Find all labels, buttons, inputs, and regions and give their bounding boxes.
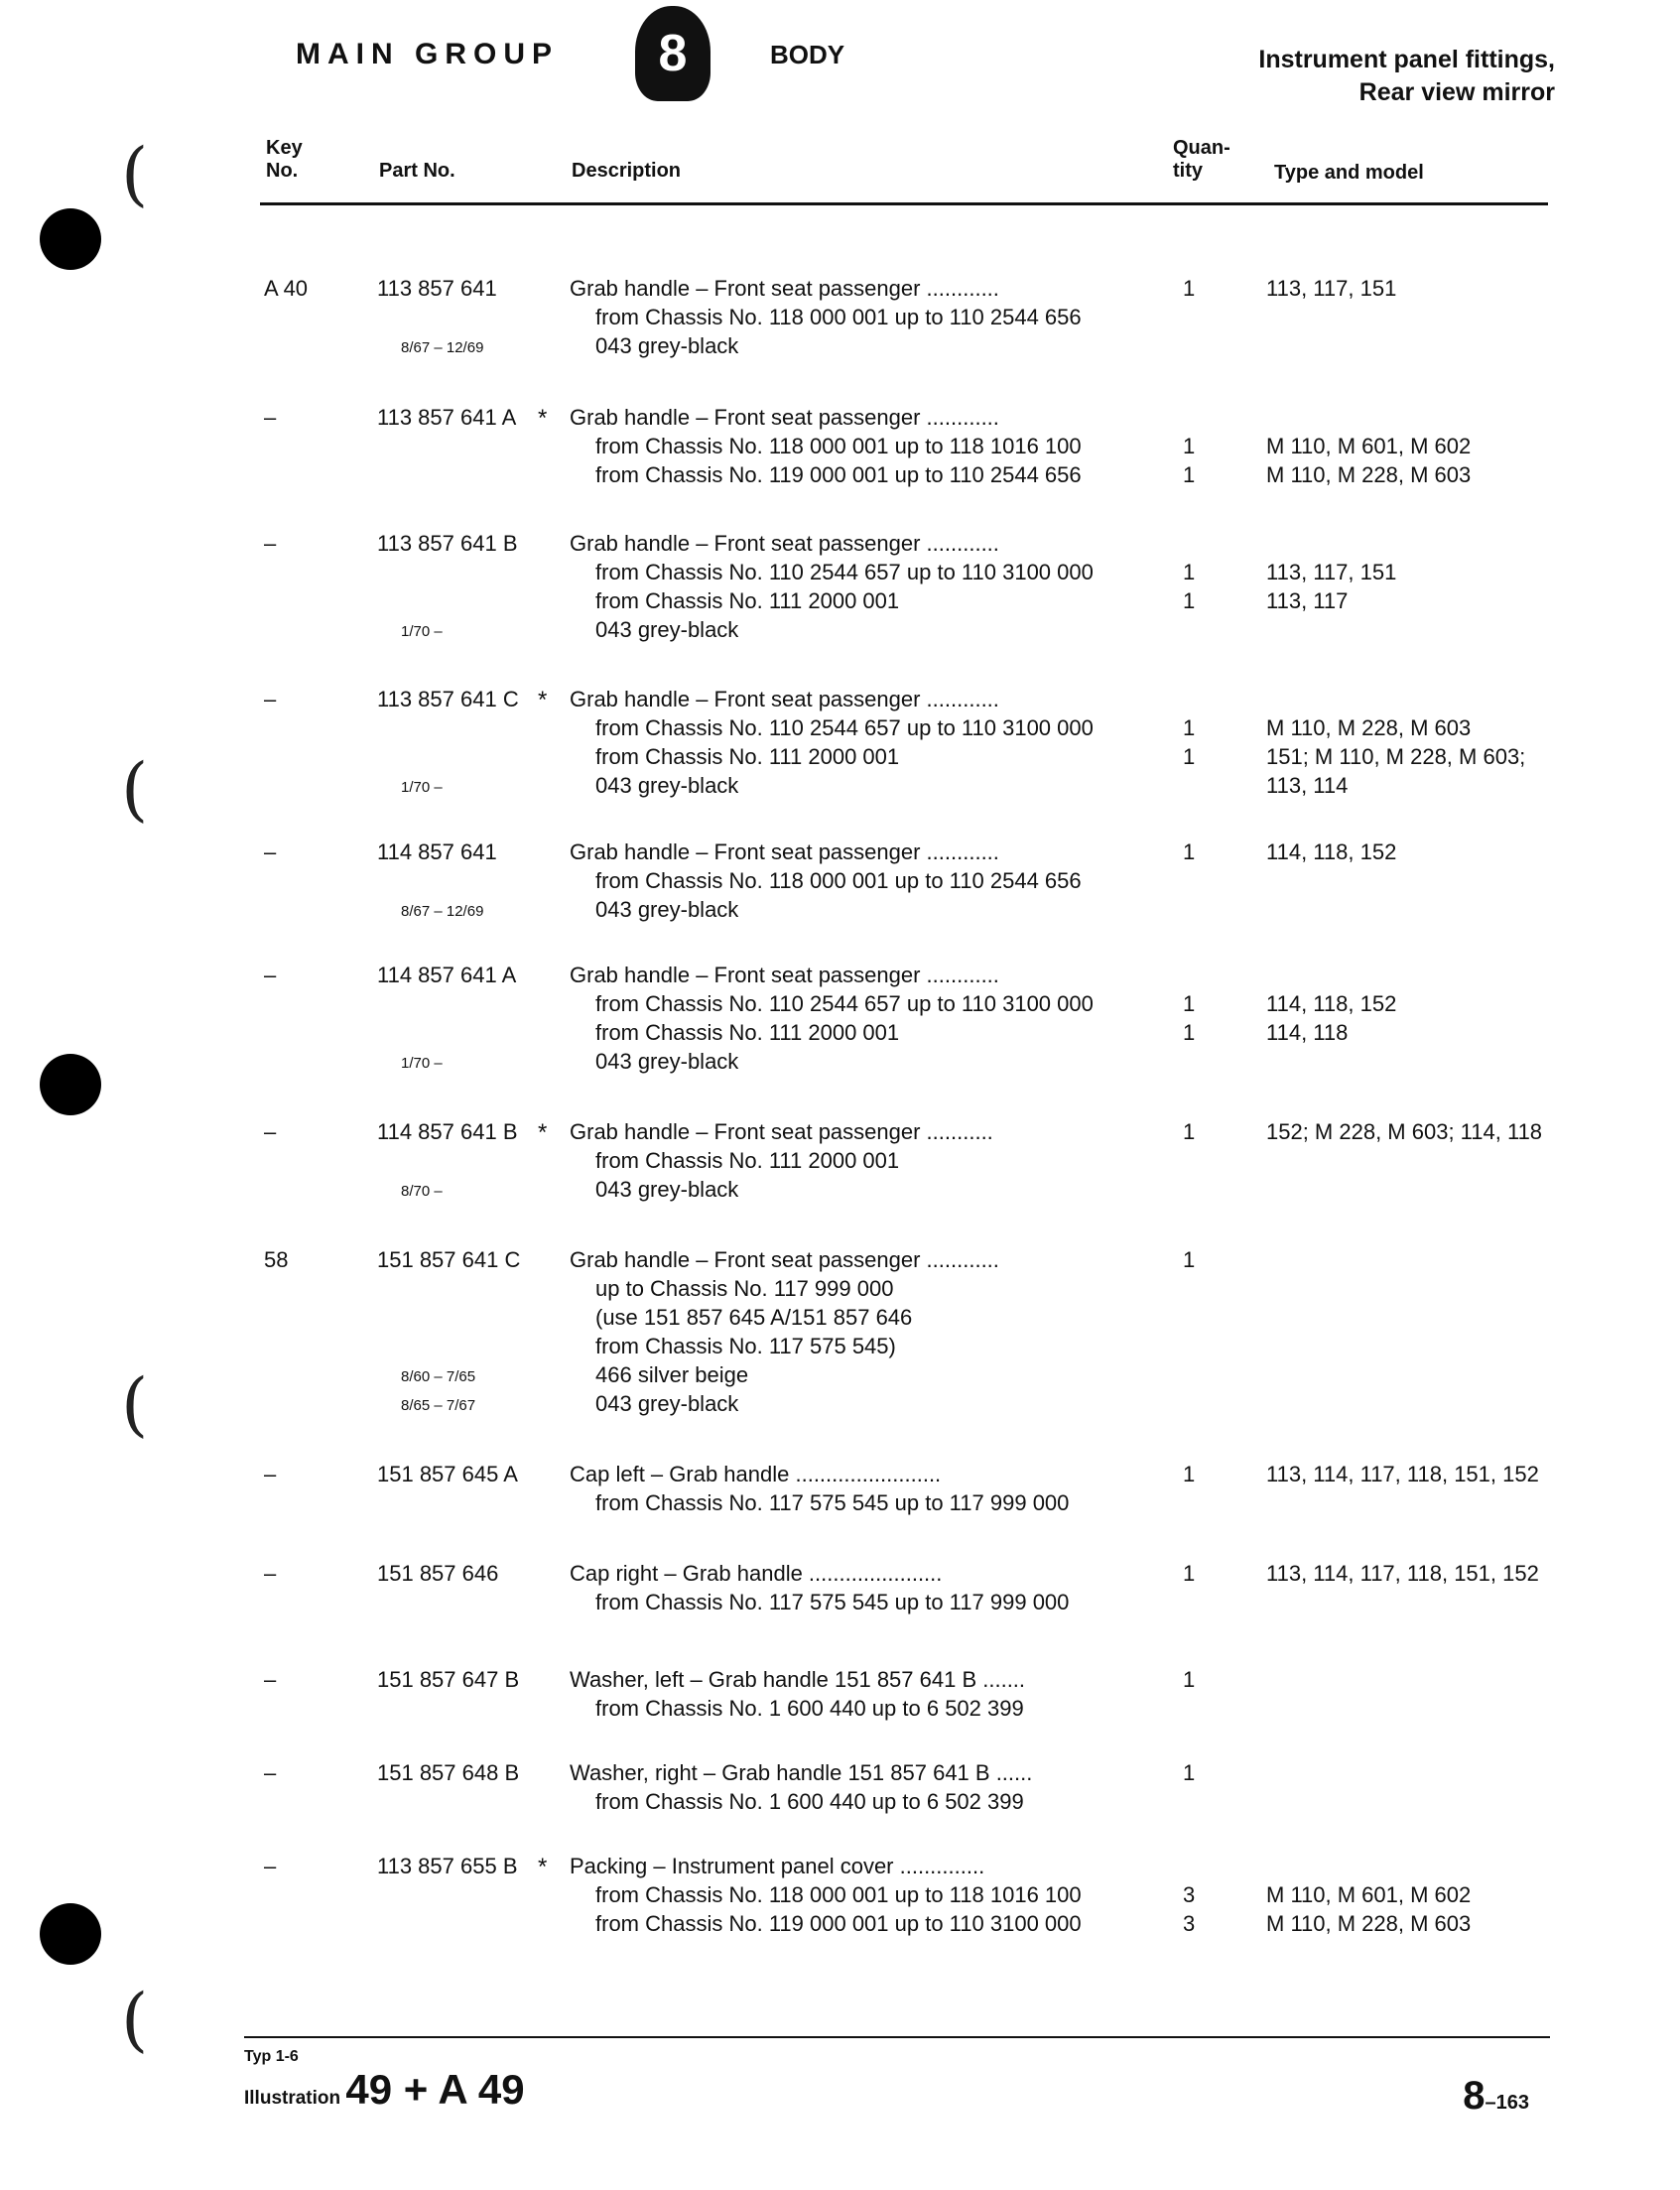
part-sub-line xyxy=(0,1882,1680,1911)
sub-description: from Chassis No. 110 2544 657 up to 110 3100 000 xyxy=(595,715,1094,740)
sub-description: from Chassis No. 118 000 001 up to 118 1016 100 xyxy=(595,434,1082,458)
part-sub-line xyxy=(0,744,1680,773)
part-sub-line xyxy=(0,305,1680,333)
part-sub-line xyxy=(0,1305,1680,1334)
part-main-line xyxy=(0,531,1680,560)
type-range: Typ 1-6 xyxy=(244,2048,299,2065)
sub-description: 043 grey-black xyxy=(595,333,739,358)
punch-hole-1 xyxy=(40,208,101,270)
part-sub-line xyxy=(0,1148,1680,1177)
part-main-line xyxy=(0,1561,1680,1590)
part-number: 113 857 641 B xyxy=(377,531,518,556)
type-model: 151; M 110, M 228, M 603; xyxy=(1266,744,1526,769)
quantity: 1 xyxy=(1183,560,1196,584)
part-number: 151 857 646 xyxy=(377,1561,499,1586)
binding-mark-1: ( xyxy=(121,133,149,214)
production-date: 8/67 – 12/69 xyxy=(401,903,484,920)
sub-description: from Chassis No. 111 2000 001 xyxy=(595,1148,900,1173)
sub-description: from Chassis No. 117 575 545) xyxy=(595,1334,896,1358)
quantity: 1 xyxy=(1183,1247,1196,1272)
part-sub-line xyxy=(0,1362,1680,1391)
part-description: Washer, right – Grab handle 151 857 641 B ...... xyxy=(570,1760,1033,1785)
sub-description: 043 grey-black xyxy=(595,617,739,642)
type-model: 114, 118 xyxy=(1266,1020,1349,1045)
part-main-line xyxy=(0,1667,1680,1696)
part-description: Grab handle – Front seat passenger ............ xyxy=(570,1247,999,1272)
part-sub-line xyxy=(0,1020,1680,1049)
key-number: – xyxy=(264,405,277,430)
part-description: Cap left – Grab handle ........................ xyxy=(570,1462,942,1486)
part-main-line xyxy=(0,1247,1680,1276)
sub-description: (use 151 857 645 A/151 857 646 xyxy=(595,1305,913,1330)
type-model: 113, 117 xyxy=(1266,588,1349,613)
type-model: 113, 117, 151 xyxy=(1266,560,1397,584)
sub-description: from Chassis No. 117 575 545 up to 117 999 000 xyxy=(595,1490,1070,1515)
key-number: – xyxy=(264,1561,277,1586)
footer-rule xyxy=(244,2036,1550,2038)
type-model: 113, 114, 117, 118, 151, 152 xyxy=(1266,1561,1539,1586)
part-sub-line xyxy=(0,434,1680,462)
part-number: 151 857 641 C xyxy=(377,1247,521,1272)
quantity: 1 xyxy=(1183,1667,1196,1692)
part-entry xyxy=(0,405,1680,491)
part-number: 113 857 641 A xyxy=(377,405,517,430)
quantity: 1 xyxy=(1183,276,1196,301)
sub-description: 043 grey-black xyxy=(595,897,739,922)
part-number: 114 857 641 A xyxy=(377,963,517,987)
part-entry xyxy=(0,1667,1680,1725)
type-model: M 110, M 228, M 603 xyxy=(1266,462,1472,487)
key-number: – xyxy=(264,1854,277,1878)
sub-description: from Chassis No. 110 2544 657 up to 110 3100 000 xyxy=(595,991,1094,1016)
part-description: Grab handle – Front seat passenger ............ xyxy=(570,963,999,987)
part-number: 113 857 641 xyxy=(377,276,497,301)
key-number: – xyxy=(264,1119,277,1144)
header-rule xyxy=(260,202,1548,205)
page-number xyxy=(1463,2074,1529,2119)
part-main-line xyxy=(0,839,1680,868)
main-group-label: MAIN GROUP xyxy=(296,38,559,70)
production-date: 1/70 – xyxy=(401,623,443,640)
quantity: 1 xyxy=(1183,588,1196,613)
binding-mark-4: ( xyxy=(121,1979,149,2060)
part-entry xyxy=(0,276,1680,362)
sub-description: from Chassis No. 1 600 440 up to 6 502 399 xyxy=(595,1696,1024,1721)
type-model: 114, 118, 152 xyxy=(1266,991,1397,1016)
part-description: Washer, left – Grab handle 151 857 641 B ....... xyxy=(570,1667,1026,1692)
quantity: 1 xyxy=(1183,1020,1196,1045)
quantity: 3 xyxy=(1183,1911,1196,1936)
column-type-model: Type and model xyxy=(1274,162,1424,184)
part-description: Packing – Instrument panel cover .............. xyxy=(570,1854,985,1878)
column-key-no: Key No. xyxy=(266,137,303,182)
sub-description: from Chassis No. 119 000 001 up to 110 3100 000 xyxy=(595,1911,1082,1936)
key-number: – xyxy=(264,1667,277,1692)
key-number: A 40 xyxy=(264,276,309,301)
part-sub-line xyxy=(0,1590,1680,1618)
type-model: 113, 114 xyxy=(1266,773,1349,798)
part-entry xyxy=(0,1247,1680,1420)
page-number-main: 8 xyxy=(1463,2074,1486,2118)
group-number-badge: 8 xyxy=(635,6,711,101)
part-number: 113 857 655 B xyxy=(377,1854,518,1878)
part-number: 113 857 641 C xyxy=(377,687,519,711)
quantity: 1 xyxy=(1183,1760,1196,1785)
column-quantity: Quan- tity xyxy=(1173,137,1230,182)
type-model: M 110, M 228, M 603 xyxy=(1266,715,1472,740)
part-sub-line xyxy=(0,868,1680,897)
key-number: 58 xyxy=(264,1247,289,1272)
sub-description: 043 grey-black xyxy=(595,1391,739,1416)
part-entry xyxy=(0,1561,1680,1618)
column-part-no: Part No. xyxy=(379,160,455,182)
key-number: – xyxy=(264,687,277,711)
key-number: – xyxy=(264,1462,277,1486)
part-main-line xyxy=(0,276,1680,305)
sub-description: from Chassis No. 119 000 001 up to 110 2544 656 xyxy=(595,462,1082,487)
part-entry xyxy=(0,963,1680,1078)
sub-description: 043 grey-black xyxy=(595,1049,739,1074)
quantity: 1 xyxy=(1183,1561,1196,1586)
quantity: 1 xyxy=(1183,839,1196,864)
quantity: 1 xyxy=(1183,991,1196,1016)
sub-description: up to Chassis No. 117 999 000 xyxy=(595,1276,894,1301)
quantity: 1 xyxy=(1183,462,1196,487)
part-number: 114 857 641 xyxy=(377,839,497,864)
binding-mark-3: ( xyxy=(121,1363,149,1445)
type-model: 113, 117, 151 xyxy=(1266,276,1397,301)
part-entry xyxy=(0,839,1680,926)
sub-description: 043 grey-black xyxy=(595,1177,739,1202)
new-part-star: * xyxy=(538,1119,548,1146)
type-model: 114, 118, 152 xyxy=(1266,839,1397,864)
sub-description: 466 silver beige xyxy=(595,1362,749,1387)
type-model: 113, 114, 117, 118, 151, 152 xyxy=(1266,1462,1539,1486)
sub-description: 043 grey-black xyxy=(595,773,739,798)
part-sub-line xyxy=(0,1334,1680,1362)
sub-description: from Chassis No. 118 000 001 up to 118 1016 100 xyxy=(595,1882,1082,1907)
part-number: 151 857 647 B xyxy=(377,1667,520,1692)
production-date: 1/70 – xyxy=(401,779,443,796)
page-title-line2: Rear view mirror xyxy=(1358,78,1555,106)
part-main-line xyxy=(0,963,1680,991)
production-date: 8/70 – xyxy=(401,1183,443,1200)
quantity: 3 xyxy=(1183,1882,1196,1907)
part-main-line xyxy=(0,1119,1680,1148)
part-sub-line xyxy=(0,1276,1680,1305)
quantity: 1 xyxy=(1183,1462,1196,1486)
illustration-number: 49 + A 49 xyxy=(345,2066,525,2113)
part-sub-line xyxy=(0,1911,1680,1940)
part-sub-line xyxy=(0,1789,1680,1818)
sub-description: from Chassis No. 118 000 001 up to 110 2544 656 xyxy=(595,868,1082,893)
part-entry xyxy=(0,1760,1680,1818)
illustration-ref xyxy=(244,2066,525,2114)
production-date: 8/60 – 7/65 xyxy=(401,1368,476,1385)
quantity: 1 xyxy=(1183,434,1196,458)
part-description: Grab handle – Front seat passenger ............ xyxy=(570,276,999,301)
part-sub-line xyxy=(0,991,1680,1020)
new-part-star: * xyxy=(538,687,548,713)
type-model: M 110, M 601, M 602 xyxy=(1266,434,1472,458)
type-model: M 110, M 601, M 602 xyxy=(1266,1882,1472,1907)
quantity: 1 xyxy=(1183,744,1196,769)
part-entry xyxy=(0,687,1680,802)
key-number: – xyxy=(264,839,277,864)
quantity: 1 xyxy=(1183,715,1196,740)
part-sub-line xyxy=(0,462,1680,491)
sub-description: from Chassis No. 110 2544 657 up to 110 3100 000 xyxy=(595,560,1094,584)
part-description: Cap right – Grab handle ...................... xyxy=(570,1561,943,1586)
part-main-line xyxy=(0,1854,1680,1882)
type-model: M 110, M 228, M 603 xyxy=(1266,1911,1472,1936)
page-title xyxy=(1258,44,1555,109)
part-sub-line xyxy=(0,1177,1680,1206)
part-sub-line xyxy=(0,1049,1680,1078)
group-name: BODY xyxy=(770,40,845,69)
sub-description: from Chassis No. 111 2000 001 xyxy=(595,1020,900,1045)
production-date: 1/70 – xyxy=(401,1055,443,1072)
part-main-line xyxy=(0,1760,1680,1789)
part-sub-line xyxy=(0,1391,1680,1420)
part-entry xyxy=(0,531,1680,646)
quantity: 1 xyxy=(1183,1119,1196,1144)
binding-mark-2: ( xyxy=(121,748,149,830)
production-date: 8/67 – 12/69 xyxy=(401,339,484,356)
sub-description: from Chassis No. 111 2000 001 xyxy=(595,744,900,769)
part-number: 151 857 645 A xyxy=(377,1462,518,1486)
part-sub-line xyxy=(0,773,1680,802)
part-sub-line xyxy=(0,1490,1680,1519)
part-sub-line xyxy=(0,617,1680,646)
part-description: Grab handle – Front seat passenger ............ xyxy=(570,839,999,864)
page-number-sub: –163 xyxy=(1485,2092,1529,2114)
sub-description: from Chassis No. 118 000 001 up to 110 2544 656 xyxy=(595,305,1082,329)
part-number: 114 857 641 B xyxy=(377,1119,518,1144)
illustration-label: Illustration xyxy=(244,2088,341,2109)
part-number: 151 857 648 B xyxy=(377,1760,520,1785)
new-part-star: * xyxy=(538,405,548,432)
part-description: Grab handle – Front seat passenger ............ xyxy=(570,687,999,711)
part-sub-line xyxy=(0,1696,1680,1725)
key-number: – xyxy=(264,1760,277,1785)
type-model: 152; M 228, M 603; 114, 118 xyxy=(1266,1119,1543,1144)
sub-description: from Chassis No. 111 2000 001 xyxy=(595,588,900,613)
sub-description: from Chassis No. 1 600 440 up to 6 502 399 xyxy=(595,1789,1024,1814)
part-sub-line xyxy=(0,715,1680,744)
sub-description: from Chassis No. 117 575 545 up to 117 999 000 xyxy=(595,1590,1070,1614)
part-main-line xyxy=(0,405,1680,434)
part-sub-line xyxy=(0,333,1680,362)
part-description: Grab handle – Front seat passenger ............ xyxy=(570,531,999,556)
part-sub-line xyxy=(0,897,1680,926)
production-date: 8/65 – 7/67 xyxy=(401,1397,476,1414)
part-description: Grab handle – Front seat passenger ............ xyxy=(570,405,999,430)
part-main-line xyxy=(0,687,1680,715)
part-sub-line xyxy=(0,560,1680,588)
new-part-star: * xyxy=(538,1854,548,1880)
part-description: Grab handle – Front seat passenger ........... xyxy=(570,1119,993,1144)
part-entry xyxy=(0,1854,1680,1940)
key-number: – xyxy=(264,963,277,987)
part-entry xyxy=(0,1462,1680,1519)
column-description: Description xyxy=(572,160,682,182)
page-title-line1: Instrument panel fittings, xyxy=(1258,46,1555,73)
part-main-line xyxy=(0,1462,1680,1490)
part-sub-line xyxy=(0,588,1680,617)
key-number: – xyxy=(264,531,277,556)
part-entry xyxy=(0,1119,1680,1206)
